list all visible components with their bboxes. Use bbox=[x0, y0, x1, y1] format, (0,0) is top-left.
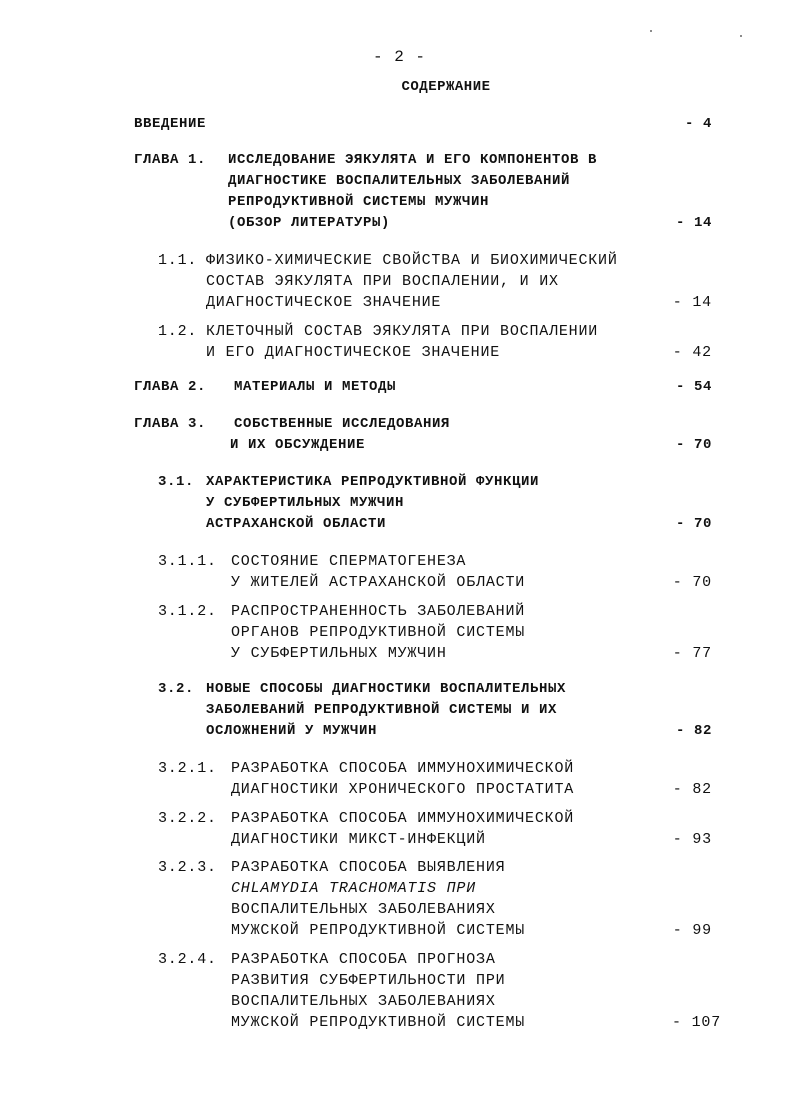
toc-entry-number: 3.1. bbox=[158, 474, 195, 490]
toc-page-ref: - 77 bbox=[672, 645, 712, 662]
toc-entry-number: 1.2. bbox=[158, 323, 198, 340]
toc-page-ref: - 107 bbox=[671, 1014, 721, 1031]
toc-line: РАЗРАБОТКА СПОСОБА ИММУНОХИМИЧЕСКОЙ bbox=[231, 760, 575, 777]
toc-page-ref: - 99 bbox=[672, 922, 712, 939]
toc-entry-title bbox=[234, 377, 396, 398]
toc-line: ДИАГНОСТИКИ МИКСТ-ИНФЕКЦИЙ bbox=[231, 831, 486, 848]
toc-entry-title bbox=[231, 758, 574, 800]
toc-line: РАЗРАБОТКА СПОСОБА ВЫЯВЛЕНИЯ bbox=[231, 859, 506, 876]
toc-line: РАСПРОСТРАНЕННОСТЬ ЗАБОЛЕВАНИЙ bbox=[231, 603, 526, 620]
toc-line: ОРГАНОВ РЕПРОДУКТИВНОЙ СИСТЕМЫ bbox=[231, 624, 526, 641]
toc-entry-number: ГЛАВА 1. bbox=[134, 152, 207, 168]
toc-line: ВВЕДЕНИЕ bbox=[134, 116, 207, 132]
toc-entry-number: ГЛАВА 3. bbox=[134, 416, 207, 432]
page-number: - 2 - bbox=[372, 48, 426, 66]
toc-line: СОСТАВ ЭЯКУЛЯТА ПРИ ВОСПАЛЕНИИ, И ИХ bbox=[206, 273, 559, 290]
toc-entry-number: 3.2. bbox=[158, 681, 195, 697]
toc-entry-title bbox=[228, 150, 597, 234]
toc-entry-title bbox=[206, 321, 598, 363]
toc-entry-title bbox=[231, 857, 525, 941]
toc-line: СОБСТВЕННЫЕ ИССЛЕДОВАНИЯ bbox=[234, 416, 451, 432]
toc-page-ref: - 4 bbox=[684, 116, 712, 132]
toc-page-ref: - 14 bbox=[672, 294, 712, 311]
toc-line: (ОБЗОР ЛИТЕРАТУРЫ) bbox=[228, 215, 391, 231]
toc-entry-number: 1.1. bbox=[158, 252, 198, 269]
toc-line: ДИАГНОСТИКИ ХРОНИЧЕСКОГО ПРОСТАТИТА bbox=[231, 781, 575, 798]
toc-page-ref: - 54 bbox=[675, 379, 712, 395]
toc-line: МУЖСКОЙ РЕПРОДУКТИВНОЙ СИСТЕМЫ bbox=[231, 922, 526, 939]
toc-page-ref: - 93 bbox=[672, 831, 712, 848]
toc-entry-title bbox=[231, 601, 525, 664]
page-title: СОДЕРЖАНИЕ bbox=[401, 79, 491, 95]
toc-line: У ЖИТЕЛЕЙ АСТРАХАНСКОЙ ОБЛАСТИ bbox=[231, 574, 526, 591]
toc-entry-number: 3.1.1. bbox=[158, 553, 217, 570]
toc-entry-number: 3.1.2. bbox=[158, 603, 217, 620]
toc-line: НОВЫЕ СПОСОБЫ ДИАГНОСТИКИ ВОСПАЛИТЕЛЬНЫХ bbox=[206, 681, 567, 697]
toc-page-ref: - 42 bbox=[672, 344, 712, 361]
toc-line: ВОСПАЛИТЕЛЬНЫХ ЗАБОЛЕВАНИЯХ bbox=[231, 993, 496, 1010]
toc-entry-title bbox=[134, 114, 206, 135]
toc-line: РЕПРОДУКТИВНОЙ СИСТЕМЫ МУЖЧИН bbox=[228, 194, 490, 210]
toc-line: КЛЕТОЧНЫЙ СОСТАВ ЭЯКУЛЯТА ПРИ ВОСПАЛЕНИИ bbox=[206, 323, 599, 340]
toc-line: РАЗРАБОТКА СПОСОБА ИММУНОХИМИЧЕСКОЙ bbox=[231, 810, 575, 827]
toc-line: ХАРАКТЕРИСТИКА РЕПРОДУКТИВНОЙ ФУНКЦИИ bbox=[206, 474, 540, 490]
toc-page-ref: - 70 bbox=[675, 516, 712, 532]
scan-speck bbox=[740, 35, 742, 37]
toc-page-ref: - 82 bbox=[672, 781, 712, 798]
toc-line: РАЗРАБОТКА СПОСОБА ПРОГНОЗА bbox=[231, 951, 496, 968]
toc-line: У СУБФЕРТИЛЬНЫХ МУЖЧИН bbox=[231, 645, 447, 662]
toc-line: ЗАБОЛЕВАНИЙ РЕПРОДУКТИВНОЙ СИСТЕМЫ И ИХ bbox=[206, 702, 558, 718]
toc-entry-title bbox=[231, 808, 574, 850]
toc-line: ДИАГНОСТИКЕ ВОСПАЛИТЕЛЬНЫХ ЗАБОЛЕВАНИЙ bbox=[228, 173, 571, 189]
toc-entry-title bbox=[206, 250, 618, 313]
toc-line: СОСТОЯНИЕ СПЕРМАТОГЕНЕЗА bbox=[231, 553, 467, 570]
toc-line: И ЕГО ДИАГНОСТИЧЕСКОЕ ЗНАЧЕНИЕ bbox=[206, 344, 501, 361]
toc-line: РАЗВИТИЯ СУБФЕРТИЛЬНОСТИ ПРИ bbox=[231, 972, 506, 989]
toc-line: ОСЛОЖНЕНИЙ У МУЖЧИН bbox=[206, 723, 378, 739]
toc-entry-title bbox=[206, 679, 566, 742]
toc-page-ref: - 70 bbox=[672, 574, 712, 591]
toc-entry-number: ГЛАВА 2. bbox=[134, 379, 207, 395]
toc-line: МАТЕРИАЛЫ И МЕТОДЫ bbox=[234, 379, 397, 395]
toc-line: ВОСПАЛИТЕЛЬНЫХ ЗАБОЛЕВАНИЯХ bbox=[231, 901, 496, 918]
toc-page-ref: - 70 bbox=[675, 437, 712, 453]
toc-line: ФИЗИКО-ХИМИЧЕСКИЕ СВОЙСТВА И БИОХИМИЧЕСКИЙ bbox=[206, 252, 618, 269]
toc-entry-number: 3.2.1. bbox=[158, 760, 217, 777]
toc-entry-title bbox=[231, 551, 525, 593]
toc-line: И ИХ ОБСУЖДЕНИЕ bbox=[230, 437, 366, 453]
toc-entry-title bbox=[206, 472, 539, 535]
toc-entry-number: 3.2.3. bbox=[158, 859, 217, 876]
toc-entry-number: 3.2.2. bbox=[158, 810, 217, 827]
toc-page-ref: - 82 bbox=[675, 723, 712, 739]
toc-line: АСТРАХАНСКОЙ ОБЛАСТИ bbox=[206, 516, 387, 532]
toc-entry-title bbox=[230, 414, 451, 456]
toc-line: У СУБФЕРТИЛЬНЫХ МУЖЧИН bbox=[206, 495, 405, 511]
toc-line: ДИАГНОСТИЧЕСКОЕ ЗНАЧЕНИЕ bbox=[206, 294, 442, 311]
toc-entry-title bbox=[231, 949, 525, 1033]
toc-entry-number: 3.2.4. bbox=[158, 951, 217, 968]
toc-line: МУЖСКОЙ РЕПРОДУКТИВНОЙ СИСТЕМЫ bbox=[231, 1014, 526, 1031]
toc-page-ref: - 14 bbox=[675, 215, 712, 231]
toc-line: CHLAMYDIA TRACHOMATIS ПРИ bbox=[231, 880, 477, 897]
scan-speck bbox=[650, 30, 652, 32]
toc-line: ИССЛЕДОВАНИЕ ЭЯКУЛЯТА И ЕГО КОМПОНЕНТОВ В bbox=[228, 152, 598, 168]
